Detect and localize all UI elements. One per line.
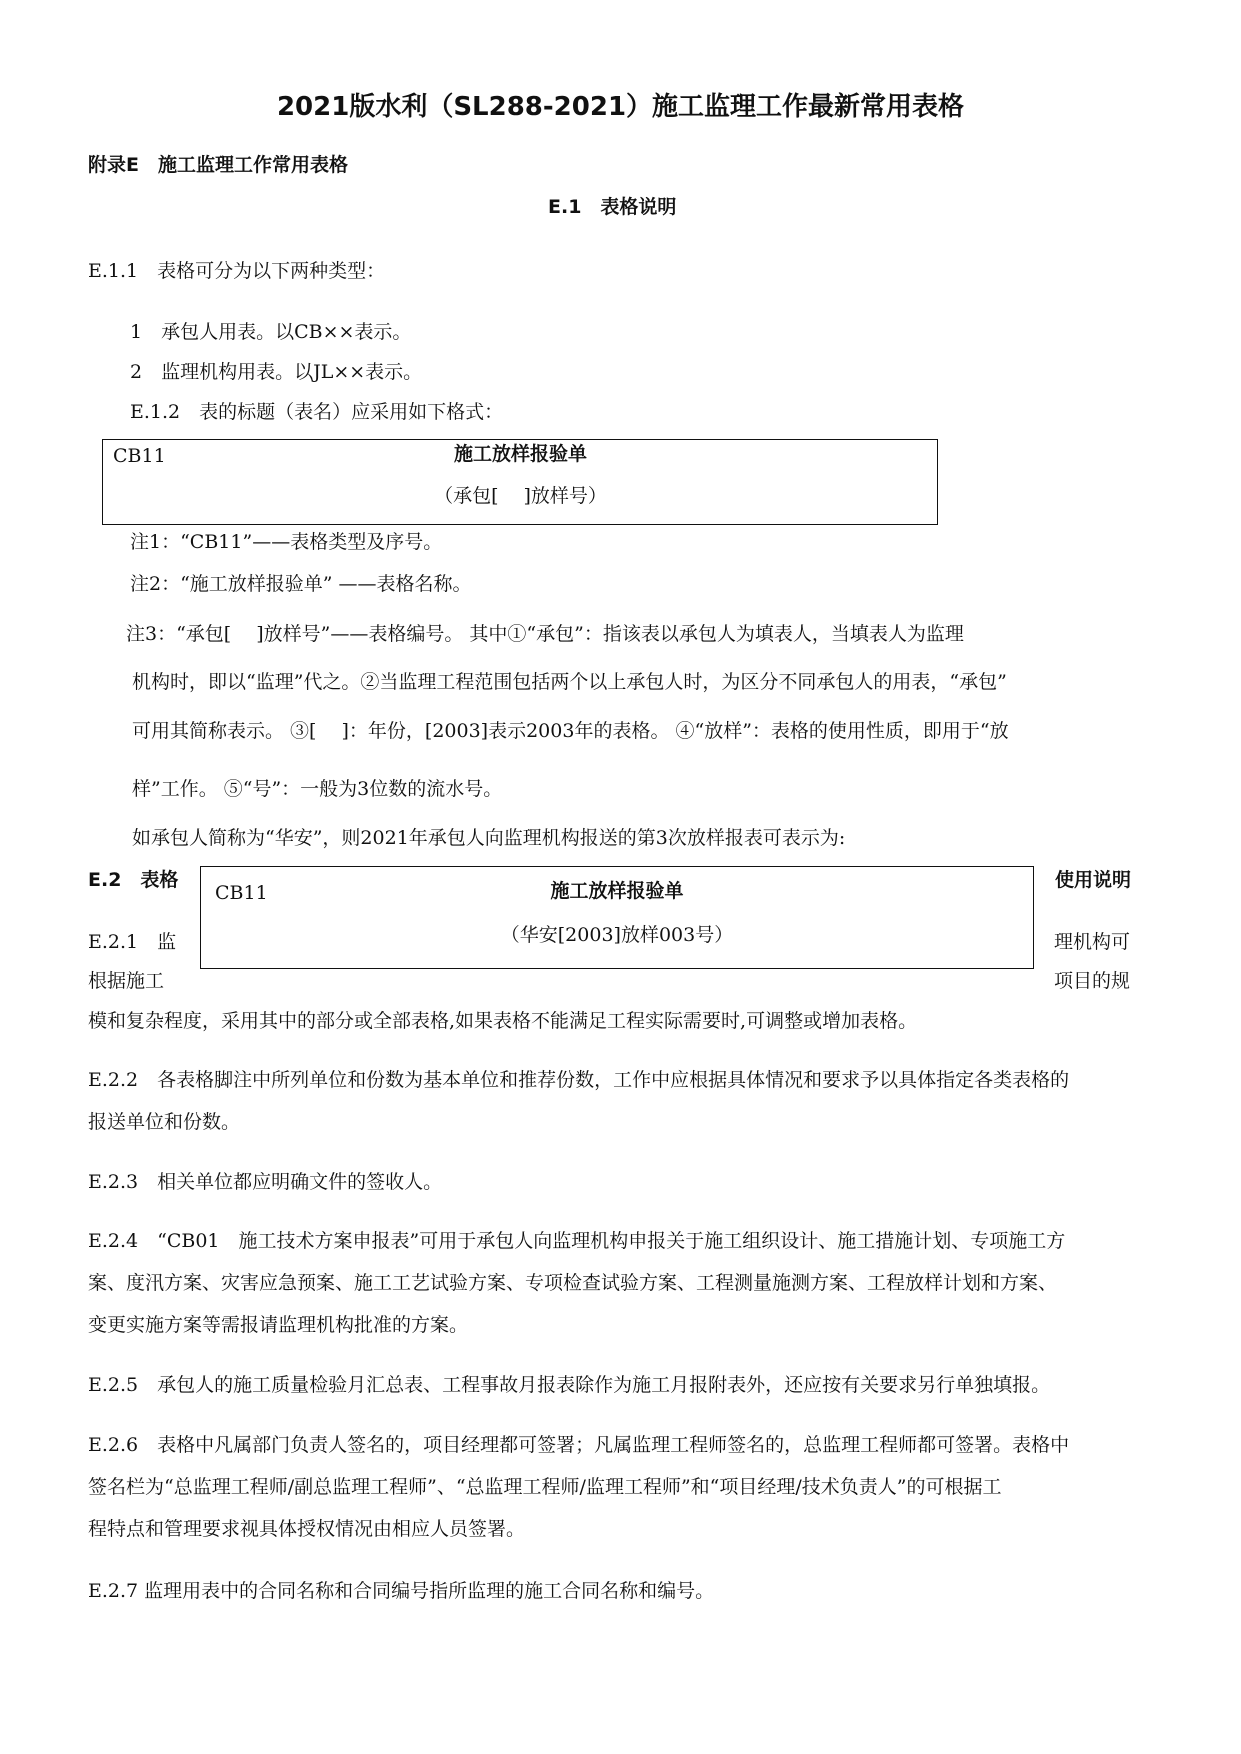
clause-e2-3: E.2.3 相关单位都应明确文件的签收人。 <box>88 1171 443 1193</box>
clause-e1-1-item-1: 1 承包人用表。以CB××表示。 <box>130 321 412 343</box>
note-3-line: 注3：“承包[ ]放样号”——表格编号。 其中①“承包”：指该表以承包人为填表人，当填表人为监理 <box>126 623 964 645</box>
note-3-line: 可用其简称表示。 ③[ ]：年份，[2003]表示2003年的表格。 ④“放样”：表格的使用性质，即用于“放 <box>132 720 1009 742</box>
clause-e2-4-line: 案、度汛方案、灾害应急预案、施工工艺试验方案、专项检查试验方案、工程测量施测方案、工程放样计划和方案、 <box>88 1272 1058 1294</box>
clause-e1-2: E.1.2 表的标题（表名）应采用如下格式： <box>130 401 504 423</box>
example-form-name: 施工放样报验单 <box>550 880 684 902</box>
clause-e2-4-line: 变更实施方案等需报请监理机构批准的方案。 <box>88 1314 469 1336</box>
clause-e2-1-fragment: 根据施工 <box>88 970 165 992</box>
example-form-number: （华安[2003]放样003号） <box>500 924 734 946</box>
clause-e2-1-fragment: 项目的规 <box>1054 970 1131 992</box>
note-3-line: 机构时，即以“监理”代之。②当监理工程范围包括两个以上承包人时，为区分不同承包人的用表，“承包” <box>132 671 1007 693</box>
clause-e1-1: E.1.1 表格可分为以下两种类型： <box>88 260 386 282</box>
section-e1-heading: E.1 表格说明 <box>548 196 677 218</box>
clause-e2-6-line: 程特点和管理要求视具体授权情况由相应人员签署。 <box>88 1518 526 1540</box>
example-form-name: 施工放样报验单 <box>453 443 587 465</box>
clause-e2-6-line: 签名栏为“总监理工程师/副总监理工程师”、“总监理工程师/监理工程师”和“项目经理/技术负责人”的可根据工 <box>88 1476 1002 1498</box>
clause-e2-1-fragment: E.2.1 监 <box>88 931 177 953</box>
clause-e2-2-line: E.2.2 各表格脚注中所列单位和份数为基本单位和推荐份数，工作中应根据具体情况和要求予以具体指定各类表格的 <box>88 1069 1070 1091</box>
example-form-number: （承包[ ]放样号） <box>434 485 607 507</box>
clause-e2-1-fragment: 理机构可 <box>1054 931 1131 953</box>
example-form-code: CB11 <box>113 445 166 467</box>
note-1: 注1：“CB11”——表格类型及序号。 <box>130 531 443 553</box>
note-2: 注2：“施工放样报验单” ——表格名称。 <box>130 573 472 595</box>
clause-e2-4-line: E.2.4 “CB01 施工技术方案申报表”可用于承包人向监理机构申报关于施工组织设计、施工措施计划、专项施工方 <box>88 1230 1066 1252</box>
section-e2-heading: E.2 表格 <box>88 869 179 891</box>
clause-e2-1-continuation: 模和复杂程度，采用其中的部分或全部表格,如果表格不能满足工程实际需要时,可调整或增加表格。 <box>88 1010 918 1032</box>
example-form-code: CB11 <box>215 882 268 904</box>
clause-e2-5: E.2.5 承包人的施工质量检验月汇总表、工程事故月报表除作为施工月报附表外，还应按有关要求另行单独填报。 <box>88 1374 1051 1396</box>
clause-e1-1-item-2: 2 监理机构用表。以JL××表示。 <box>130 361 423 383</box>
note-3-line: 样”工作。 ⑤“号”：一般为3位数的流水号。 <box>132 778 503 800</box>
clause-e2-7: E.2.7 监理用表中的合同名称和合同编号指所监理的施工合同名称和编号。 <box>88 1580 715 1602</box>
clause-e2-6-line: E.2.6 表格中凡属部门负责人签名的，项目经理都可签署；凡属监理工程师签名的，总监理工程师都可签署。表格中 <box>88 1434 1070 1456</box>
example-intro: 如承包人简称为“华安”，则2021年承包人向监理机构报送的第3次放样报表可表示为: <box>132 827 846 849</box>
section-e2-heading-right: 使用说明 <box>1055 869 1132 891</box>
document-title: 2021版水利（SL288-2021）施工监理工作最新常用表格 <box>276 92 965 122</box>
appendix-heading: 附录E 施工监理工作常用表格 <box>88 154 348 176</box>
clause-e2-2-line: 报送单位和份数。 <box>88 1111 241 1133</box>
